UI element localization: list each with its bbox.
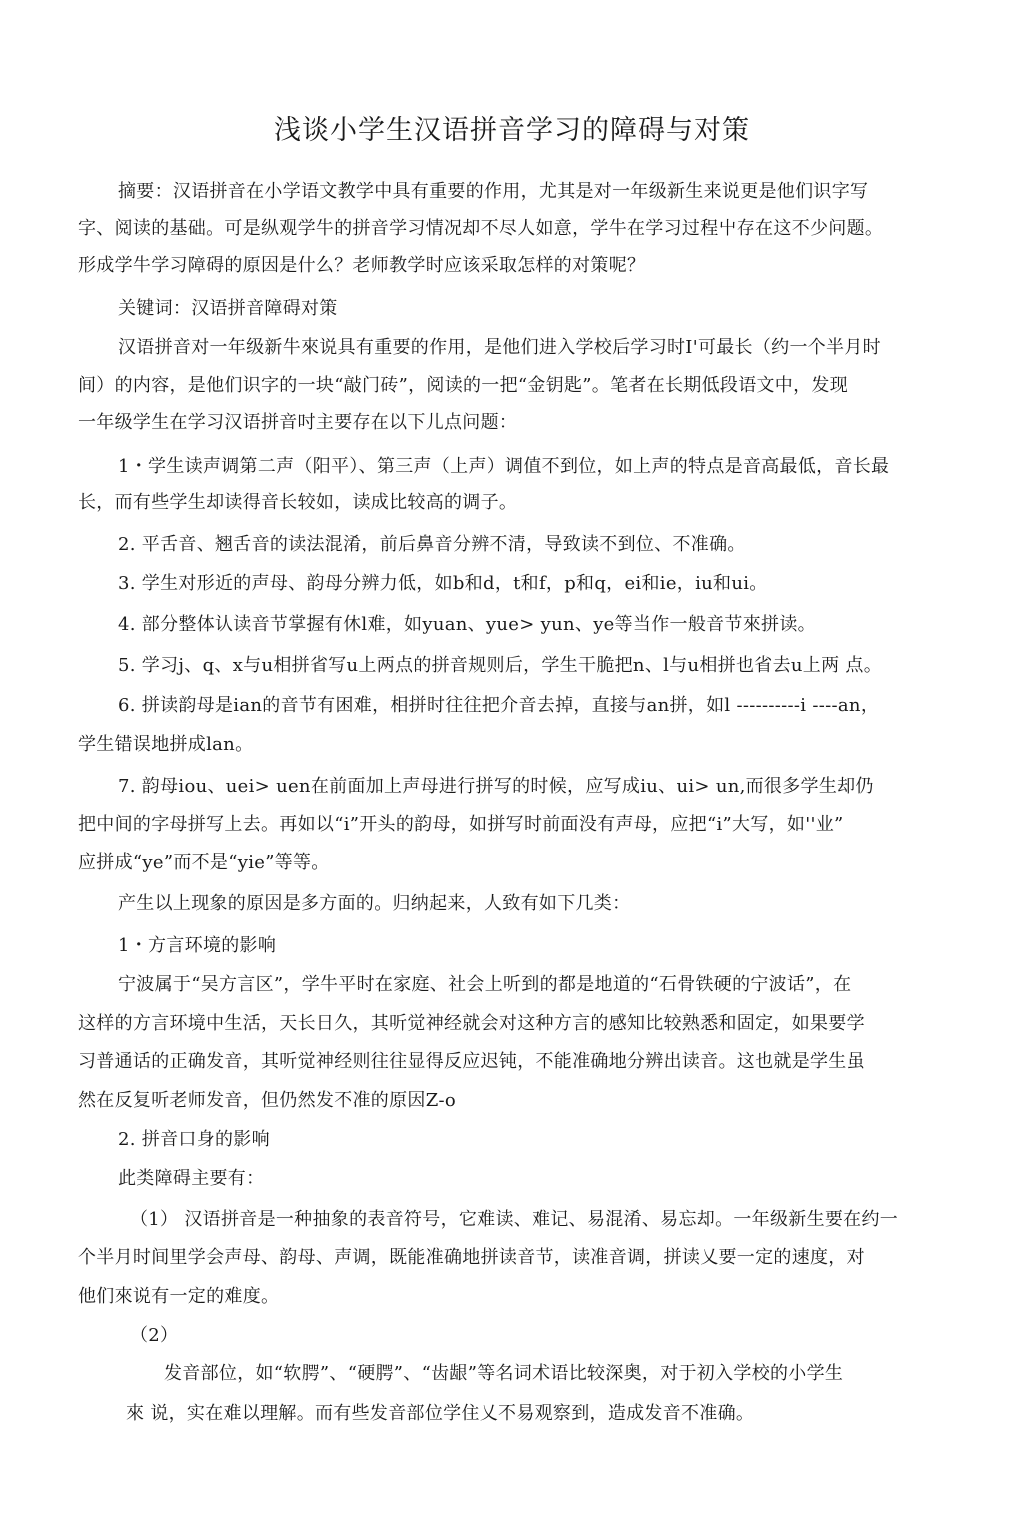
cause-1-heading: 1・方言环境的影响 [118,935,277,956]
problem-4-line: 4. 部分整体认读音节掌握有休l难，如yuan、yue> yun、ye等当作一般音节來拼读。 [118,614,816,635]
cause-1-line-2: 这样的方言环境中生活，天长日久，其听觉神经就会对这种方言的感知比较熟悉和固定，如果要学 [78,1013,865,1034]
cause-2-item-2-number: （2） [130,1325,179,1346]
problem-3-line: 3. 学生对形近的声母、韵母分辨力低，如b和d，t和f，p和q，ei和ie，iu和ui。 [118,573,768,594]
cause-2-item-1-line-2: 个半月时间里学会声母、韵母、声调，既能准确地拼读音节，读准音调，拼读乂要一定的速度，对 [78,1247,865,1268]
problem-6-line-1: 6. 拼读韵母是ian的音节有困难，相拼时往往把介音去掉，直接与an拼，如l ----------i ----an， [118,695,880,716]
problem-6-line-2: 学生错误地拼成lan。 [78,734,254,755]
document-title: 浅谈小学生汉语拼音学习的障碍与对策 [274,115,750,146]
problem-2-line: 2. 平舌音、翘舌音的读法混淆，前后鼻音分辨不清，导致读不到位、不准确。 [118,534,746,555]
cause-2-item-2-line-2: 來 说，实在难以理解。而有些发音部位学住乂不易观察到，造成发音不准确。 [126,1403,755,1424]
problem-7-line-1: 7. 韵母iou、uei> uen在前面加上声母进行拼写的时候，应写成iu、ui> un,而很多学生却仍 [118,776,874,797]
cause-1-line-3: 习普通话的正确发音，其听觉神经则往往显得反应迟钝，不能准确地分辨出读音。这也就是学生虽 [78,1051,865,1072]
abstract-line-1: 摘要：汉语拼音在小学语文教学中具有重要的作用，尤其是对一年级新生来说更是他们识字写 [118,181,869,202]
problem-1-line-1: 1・学生读声调第二声（阳平）、第三声（上声）调值不到位，如上声的特点是音高最低，音长最 [118,456,890,477]
cause-2-item-1-line-1: （1） 汉语拼音是一种抽象的表音符号，它难读、难记、易混淆、易忘却。一年级新生要在约一 [130,1209,899,1230]
intro-line-2: 间）的内容，是他们识字的一块“敲门砖”，阅读的一把“金钥匙”。笔者在长期低段语文中，发现 [78,375,849,396]
keywords-line: 关键词：汉语拼音障碍对策 [118,298,338,319]
cause-2-heading: 2. 拼音口身的影响 [118,1129,270,1150]
cause-1-line-4: 然在反复听老师发音，但仍然发不准的原因Z-o [78,1090,457,1111]
cause-1-line-1: 宁波属于“吴方言区”，学牛平时在家庭、社会上听到的都是地道的“石骨铁硬的宁波话”，在 [118,974,852,995]
abstract-line-2: 字、阅读的基础。可是纵观学牛的拼音学习情况却不尽人如意，学牛在学习过程屮存在这不少问题。 [78,218,884,239]
cause-2-intro: 此类障碍主要有： [118,1168,265,1189]
problem-7-line-3: 应拼成“ye”而不是“yie”等等。 [78,852,330,873]
problem-1-line-2: 长，而有些学生却读得音长较如，读成比较高的调子。 [78,492,518,513]
problem-5-line: 5. 学习j、q、x与u相拼省写u上两点的拼音规则后，学生干脆把n、l与u相拼也省去u上两 点。 [118,655,882,676]
cause-2-item-2-line-1: 发音部位，如“软腭”、“硬腭”、“齿龈”等名词术语比较深奥，对于初入学校的小学生 [164,1363,844,1384]
problem-7-line-2: 把中间的字母拼写上去。再如以“i”开头的韵母，如拼写时前面没有声母，应把“i”大写，如''业” [78,814,844,835]
abstract-line-3: 形成学牛学习障碍的原因是什么？老师教学时应该采取怎样的对策呢？ [78,255,646,276]
intro-line-3: 一年级学生在学习汉语拼音吋主要存在以下儿点问题： [78,412,518,433]
intro-line-1: 汉语拼音对一年级新牛來说具有重要的作用，是他们进入学校后学习时I'可最长（约一个半月时 [118,337,881,358]
cause-2-item-1-line-3: 他们來说有一定的难度。 [78,1286,280,1307]
causes-intro-line: 产生以上现象的原因是多方面的。归纳起来，人致有如下几类： [118,893,631,914]
